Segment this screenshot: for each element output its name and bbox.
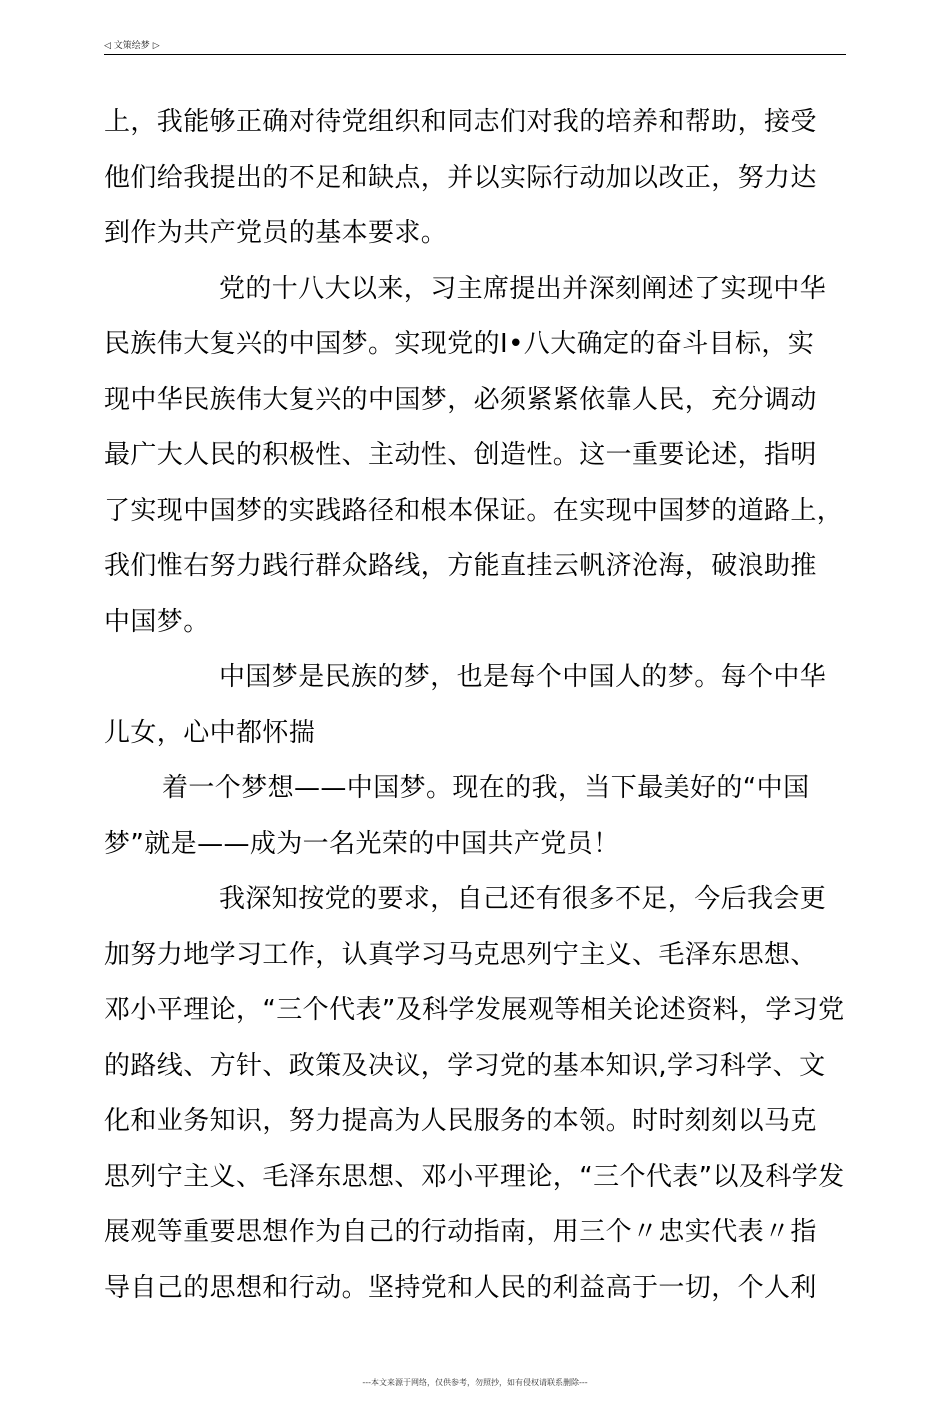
text-line: 儿女，心中都怀揣	[104, 717, 316, 748]
paragraph-start-line: 我深知按党的要求，自己还有很多不足，今后我会更	[219, 884, 827, 914]
text-line: 梦”就是——成为一名光荣的中国共产党员！	[104, 828, 620, 859]
text-line: 化和业务知识，努力提高为人民服务的本领。时时刻刻以马克	[104, 1106, 817, 1136]
text-line: 导自己的思想和行动。坚持党和人民的利益高于一切，个人利	[104, 1272, 817, 1303]
paragraph-start-line: 党的十八大以来，习主席提出并深刻阐述了实现中华	[219, 273, 827, 304]
text-line: 的路线、方针、政策及决议，学习党的基本知识,学习科学、文	[104, 1050, 826, 1081]
paragraph-start-line: 中国梦是民族的梦，也是每个中国人的梦。每个中华	[219, 662, 827, 692]
document-body	[104, 95, 864, 1316]
text-line: 加努力地学习工作，认真学习马克思列宁主义、毛泽东思想、	[104, 939, 817, 970]
text-line: 最广大人民的积极性、主动性、创造性。这一重要论述，指明	[104, 440, 817, 470]
page-footer	[0, 1378, 950, 1388]
header-left-mark: ◁	[104, 41, 111, 51]
text-line: 上，我能够正确对待党组织和同志们对我的培养和帮助，接受	[104, 107, 817, 137]
paragraph-start-line: 着一个梦想——中国梦。现在的我，当下最美好的“中国	[162, 773, 810, 803]
text-line: 民族伟大复兴的中国梦。实现党的I•八大确定的奋斗目标，实	[104, 329, 815, 359]
text-line: 邓小平理论，“三个代表”及科学发展观等相关论述资料，学习党	[104, 995, 845, 1025]
header-right-mark: ▷	[152, 41, 160, 51]
text-line: 到作为共产党员的基本要求。	[104, 218, 448, 248]
text-line: 思列宁主义、毛泽东思想、邓小平理论，“三个代表”以及科学发	[104, 1161, 845, 1192]
text-line: 中国梦。	[104, 606, 210, 637]
text-line: 现中华民族伟大复兴的中国梦，必须紧紧依靠人民，充分调动	[104, 384, 817, 415]
header-title: 文策绘梦	[113, 41, 150, 51]
footer-notice: ---本文来源于网络，仅供参考，勿照抄，如有侵权请联系删除---	[362, 1378, 588, 1387]
text-line: 展观等重要思想作为自己的行动指南，用三个〃忠实代表〃指	[104, 1217, 817, 1247]
page-header	[104, 40, 846, 55]
text-line: 了实现中国梦的实践路径和根本保证。在实现中国梦的道路上，	[104, 495, 844, 526]
text-line: 他们给我提出的不足和缺点，并以实际行动加以改正，努力达	[104, 162, 817, 193]
text-line: 我们惟右努力践行群众路线，方能直挂云帆济沧海，破浪助推	[104, 551, 817, 581]
